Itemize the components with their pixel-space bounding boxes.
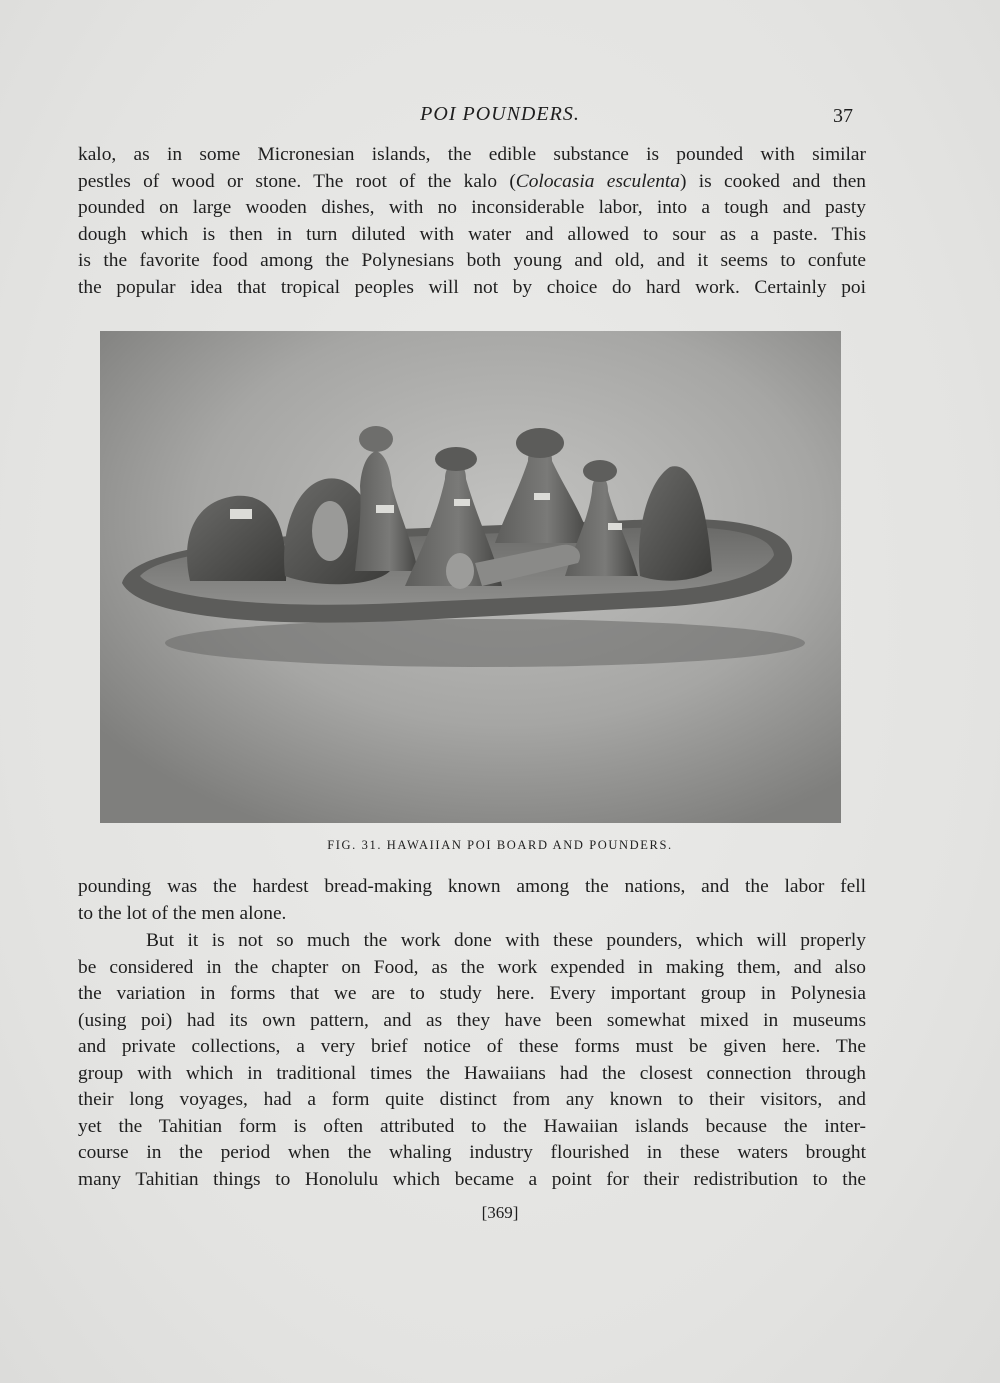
text-line: is the favorite food among the Polynesians both young and old, and it seems to confute xyxy=(78,250,866,271)
museum-label xyxy=(454,499,470,506)
pounder-knob xyxy=(359,426,393,452)
text-line: their long voyages, had a form quite distinct from any known to their visitors, and xyxy=(78,1089,866,1110)
ring-pounder-hole xyxy=(312,501,348,561)
text-line-segment: pestles of wood or stone. The root of the kalo ( xyxy=(78,170,516,192)
text-line: But it is not so much the work done with these pounders, which will properly xyxy=(146,930,866,951)
figure-caption: FIG. 31. HAWAIIAN POI BOARD AND POUNDERS. xyxy=(327,838,673,852)
text-line: the variation in forms that we are to study here. Every important group in Polynesia xyxy=(78,983,866,1004)
board-shadow xyxy=(165,619,805,667)
text-line xyxy=(78,169,866,196)
text-line: pounding was the hardest bread-making known among the nations, and the labor fell xyxy=(78,876,866,897)
museum-label xyxy=(376,505,394,513)
museum-label xyxy=(230,509,252,519)
text-line: kalo, as in some Micronesian islands, the edible substance is pounded with similar xyxy=(78,144,866,165)
text-line: pounded on large wooden dishes, with no inconsiderable labor, into a tough and pasty xyxy=(78,197,866,218)
pounder-knob xyxy=(516,428,564,458)
text-line: the popular idea that tropical peoples will not by choice do hard work. Certainly poi xyxy=(78,276,866,298)
text-line: dough which is then in turn diluted with water and allowed to sour as a paste. This xyxy=(78,223,866,245)
text-line-segment: ) is cooked and then xyxy=(679,170,866,192)
poi-board-illustration xyxy=(100,331,841,823)
folio: [369] xyxy=(481,1203,519,1222)
paragraph-1 xyxy=(78,142,866,301)
text-line: many Tahitian things to Honolulu which became a point for their redistribution to the xyxy=(78,1168,866,1190)
italic-term: Colocasia esculenta xyxy=(515,170,680,192)
text-line: and private collections, a very brief notice of these forms must be given here. The xyxy=(78,1036,866,1057)
figure-photograph xyxy=(100,331,841,823)
museum-label xyxy=(608,523,622,530)
paragraph-3 xyxy=(78,928,866,1193)
text-line: to the lot of the men alone. xyxy=(78,902,287,924)
text-line: group with which in traditional times the Hawaiians had the closest connection through xyxy=(78,1062,866,1084)
paragraph-2 xyxy=(78,874,866,927)
museum-label xyxy=(534,493,550,500)
page-number: 37 xyxy=(833,105,853,127)
fallen-pounder-knob xyxy=(446,553,474,589)
running-head xyxy=(0,100,1000,130)
running-title: POI POUNDERS. xyxy=(420,103,580,125)
pounder-knob xyxy=(435,447,477,471)
text-line: be considered in the chapter on Food, as the work expended in making them, and also xyxy=(78,956,866,978)
text-line: (using poi) had its own pattern, and as they have been somewhat mixed in museums xyxy=(78,1009,866,1031)
pounder-knob xyxy=(583,460,617,482)
text-line: yet the Tahitian form is often attributed to the Hawaiian islands because the inter- xyxy=(78,1115,866,1137)
text-line: course in the period when the whaling industry flourished in these waters brought xyxy=(78,1142,866,1163)
